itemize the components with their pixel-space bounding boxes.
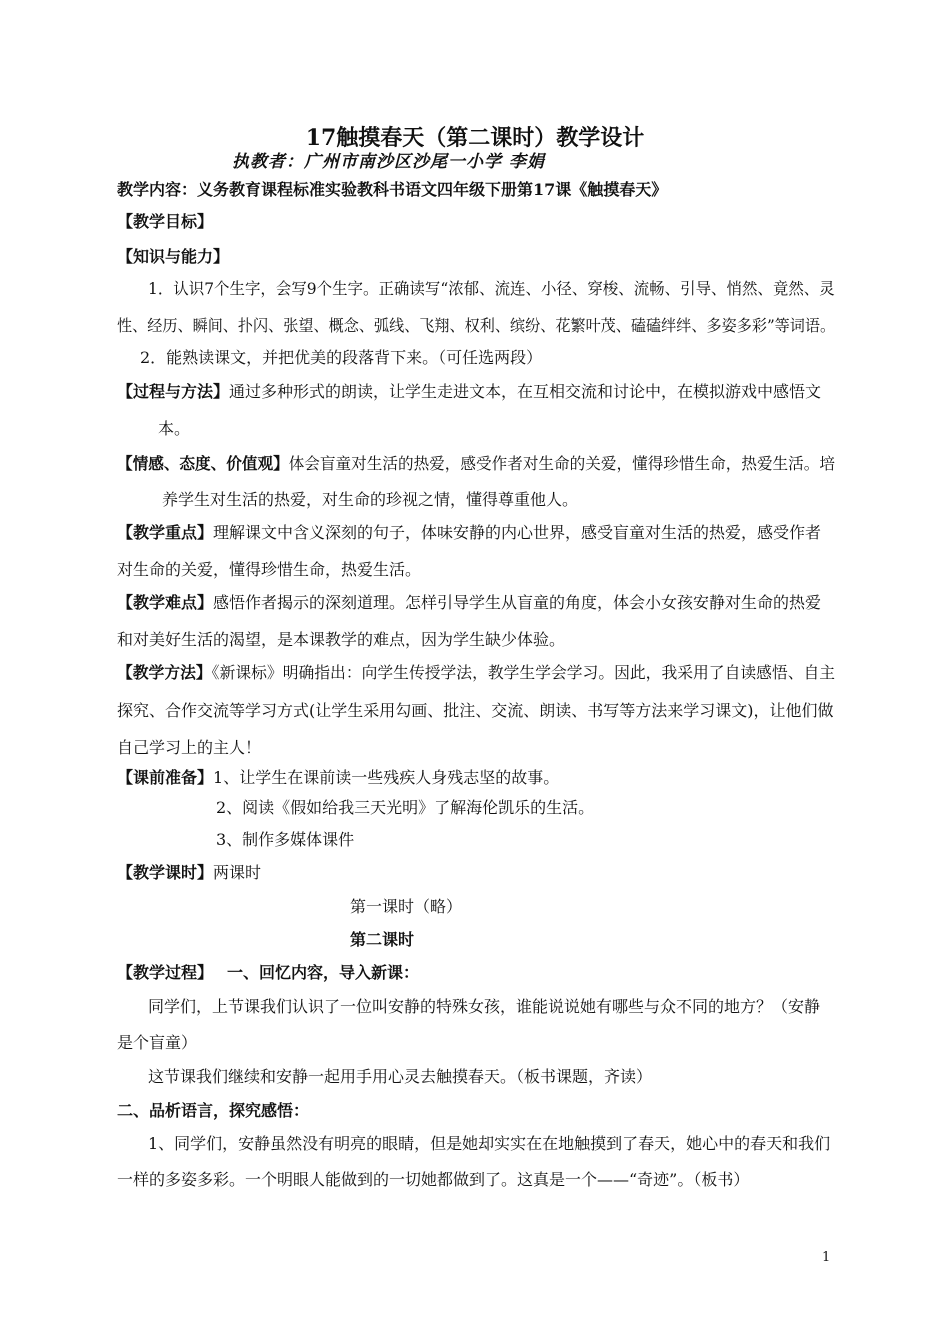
emotion-line1 bbox=[117, 454, 835, 474]
key-point-text: 理解课文中含义深刻的句子，体味安静的内心世界，感受盲童对生活的热爱，感受作者 bbox=[213, 523, 822, 542]
method-line2: 探究、合作交流等学习方式(让学生采用勾画、批注、交流、朗读、书写等方法来学习课文)，让他们做 bbox=[117, 701, 834, 720]
difficulty-text: 感悟作者揭示的深刻道理。怎样引导学生从盲童的角度，体会小女孩安静对生命的热爱 bbox=[213, 593, 822, 612]
method-text: 《新课标》明确指出：向学生传授学法，教学生学会学习。因此，我采用了自读感悟、自主 bbox=[211, 663, 836, 682]
teaching-process-label: 【教学过程】 bbox=[117, 963, 214, 982]
page-number: 1 bbox=[822, 1250, 831, 1265]
prep-line1 bbox=[117, 768, 559, 788]
emotion-text: 体会盲童对生活的热爱，感受作者对生命的关爱，懂得珍惜生命，热爱生活。培 bbox=[288, 454, 835, 473]
process-line1 bbox=[117, 382, 821, 402]
method-label: 【教学方法】 bbox=[117, 663, 212, 682]
prep-item-2: 2、阅读《假如给我三天光明》了解海伦凯乐的生活。 bbox=[216, 798, 595, 817]
key-point-label: 【教学重点】 bbox=[117, 523, 214, 542]
knowledge-item-2: 2．能熟读课文，并把优美的段落背下来。（可任选两段） bbox=[140, 348, 543, 367]
goals-heading: 【教学目标】 bbox=[117, 212, 214, 231]
emotion-label: 【情感、态度、价值观】 bbox=[117, 454, 289, 473]
key-point-line1 bbox=[117, 523, 821, 543]
paragraph-3-line2: 一样的多姿多彩。一个明眼人能做到的一切她都做到了。这真是一个——“奇迹”。（板书） bbox=[117, 1170, 750, 1189]
difficulty-line1 bbox=[117, 593, 821, 613]
prep-item-3: 3、制作多媒体课件 bbox=[216, 830, 355, 849]
knowledge-heading: 【知识与能力】 bbox=[117, 247, 230, 266]
teaching-content: 教学内容：义务教育课程标准实验教科书语文四年级下册第17课《触摸春天》 bbox=[117, 180, 668, 199]
author-line: 执教者：广州市南沙区沙尾一小学 李娟 bbox=[232, 152, 545, 172]
step-one-heading: 一、回忆内容，导入新课： bbox=[227, 963, 420, 982]
method-line3: 自己学习上的主人！ bbox=[117, 738, 262, 757]
process-line2: 本。 bbox=[158, 419, 191, 438]
lesson-one-heading: 第一课时（略） bbox=[350, 897, 463, 916]
hours-label: 【教学课时】 bbox=[117, 863, 214, 882]
hours-value: 两课时 bbox=[213, 863, 262, 882]
key-point-line2: 对生命的关爱，懂得珍惜生命，热爱生活。 bbox=[117, 560, 422, 579]
teaching-process-line bbox=[117, 963, 419, 983]
lesson-two-heading: 第二课时 bbox=[350, 930, 415, 949]
paragraph-2: 这节课我们继续和安静一起用手用心灵去触摸春天。（板书课题，齐读） bbox=[148, 1067, 653, 1086]
emotion-line2: 养学生对生活的热爱，对生命的珍视之情，懂得尊重他人。 bbox=[162, 490, 579, 509]
difficulty-line2: 和对美好生活的渴望，是本课教学的难点，因为学生缺少体验。 bbox=[117, 630, 566, 649]
prep-item-1: 1、让学生在课前读一些残疾人身残志坚的故事。 bbox=[213, 768, 560, 787]
prep-label: 【课前准备】 bbox=[117, 768, 214, 787]
hours-line bbox=[117, 863, 261, 883]
paragraph-1-line2: 是个盲童） bbox=[117, 1033, 198, 1052]
document-title: 17触摸春天（第二课时）教学设计 bbox=[305, 125, 645, 151]
process-label: 【过程与方法】 bbox=[117, 382, 230, 401]
paragraph-3-line1: 1、同学们，安静虽然没有明亮的眼睛，但是她却实实在在地触摸到了春天，她心中的春天和我们 bbox=[148, 1134, 831, 1153]
knowledge-item-1-line1: 1．认识7个生字，会写9个生字。正确读写“浓郁、流连、小径、穿梭、流畅、引导、悄然、竟然、灵 bbox=[148, 279, 835, 298]
step-two-heading: 二、品析语言，探究感悟： bbox=[117, 1101, 310, 1120]
difficulty-label: 【教学难点】 bbox=[117, 593, 214, 612]
method-line1 bbox=[117, 663, 835, 683]
process-text: 通过多种形式的朗读，让学生走进文本，在互相交流和讨论中，在模拟游戏中感悟文 bbox=[229, 382, 822, 401]
paragraph-1-line1: 同学们，上节课我们认识了一位叫安静的特殊女孩，谁能说说她有哪些与众不同的地方？（安静 bbox=[148, 997, 821, 1016]
knowledge-item-1-line2: 性、经历、瞬间、扑闪、张望、概念、弧线、飞翔、权利、缤纷、花繁叶茂、磕磕绊绊、多姿多彩”等词语。 bbox=[117, 316, 836, 335]
